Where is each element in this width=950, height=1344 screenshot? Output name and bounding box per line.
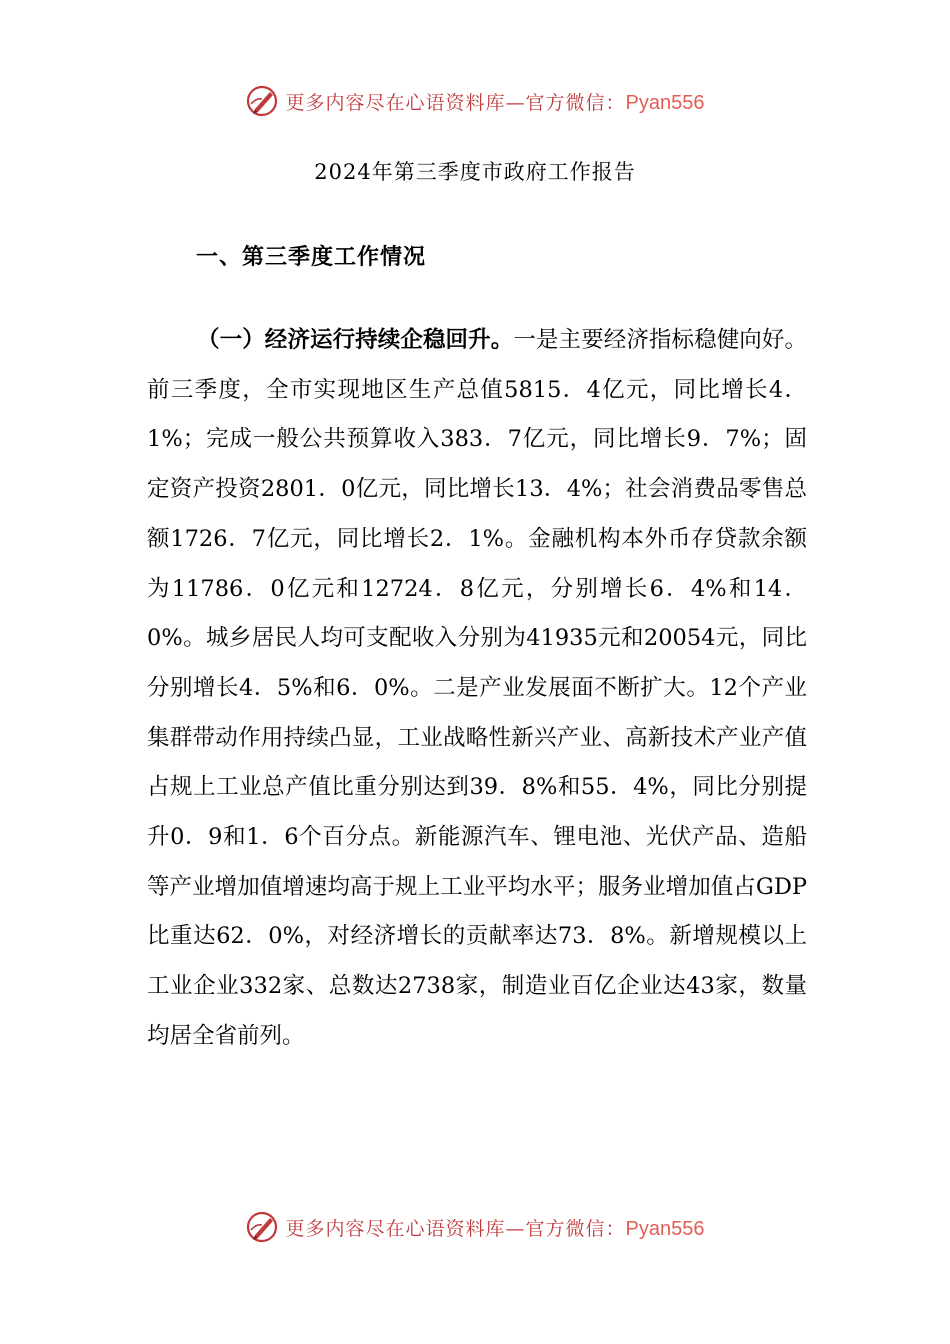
pen-logo-icon	[246, 1210, 280, 1244]
pen-logo-icon	[246, 84, 280, 118]
watermark-account: Pyan556	[625, 1217, 705, 1240]
watermark-prefix: 更多内容尽在心语资料库—官方微信：	[285, 91, 626, 114]
body-paragraph	[147, 316, 807, 1062]
paragraph-lead: （一）经济运行持续企稳回升。	[197, 327, 514, 353]
watermark-footer	[0, 1210, 950, 1244]
watermark-prefix: 更多内容尽在心语资料库—官方微信：	[285, 1217, 626, 1240]
watermark-header	[0, 84, 950, 118]
watermark-text	[286, 1214, 705, 1241]
document-title: 2024年第三季度市政府工作报告	[314, 160, 636, 184]
watermark-account: Pyan556	[625, 91, 705, 114]
paragraph-text: 一是主要经济指标稳健向好。前三季度，全市实现地区生产总值5815．4亿元，同比增长4．1%；完成一般公共预算收入383．7亿元，同比增长9．7%；固定资产投资2801．0亿元，同比增长13．4%；社会消费品零售总额1726．7亿元，同比增长2．1%。金融机构本外币存贷款余额为11786．0亿元和12724．8亿元，分别增长6．4%和14．0%。城乡居民人均可支配收入分别为41935元和20054元，同比分别增长4．5%和6．0%。二是产业发展面不断扩大。12个产业集群带动作用持续凸显，工业战略性新兴产业、高新技术产业产值占规上工业总产值比重分别达到39．8%和55．4%，同比分别提升0．9和1．6个百分点。新能源汽车、锂电池、光伏产品、造船等产业增加值增速均高于规上工业平均水平；服务业增加值占GDP比重达62．0%，对经济增长的贡献率达73．8%。新增规模以上工业企业332家、总数达2738家，制造业百亿企业达43家，数量均居全省前列。	[147, 327, 807, 1049]
watermark-text	[286, 88, 705, 115]
section-heading: 一、第三季度工作情况	[196, 244, 427, 270]
